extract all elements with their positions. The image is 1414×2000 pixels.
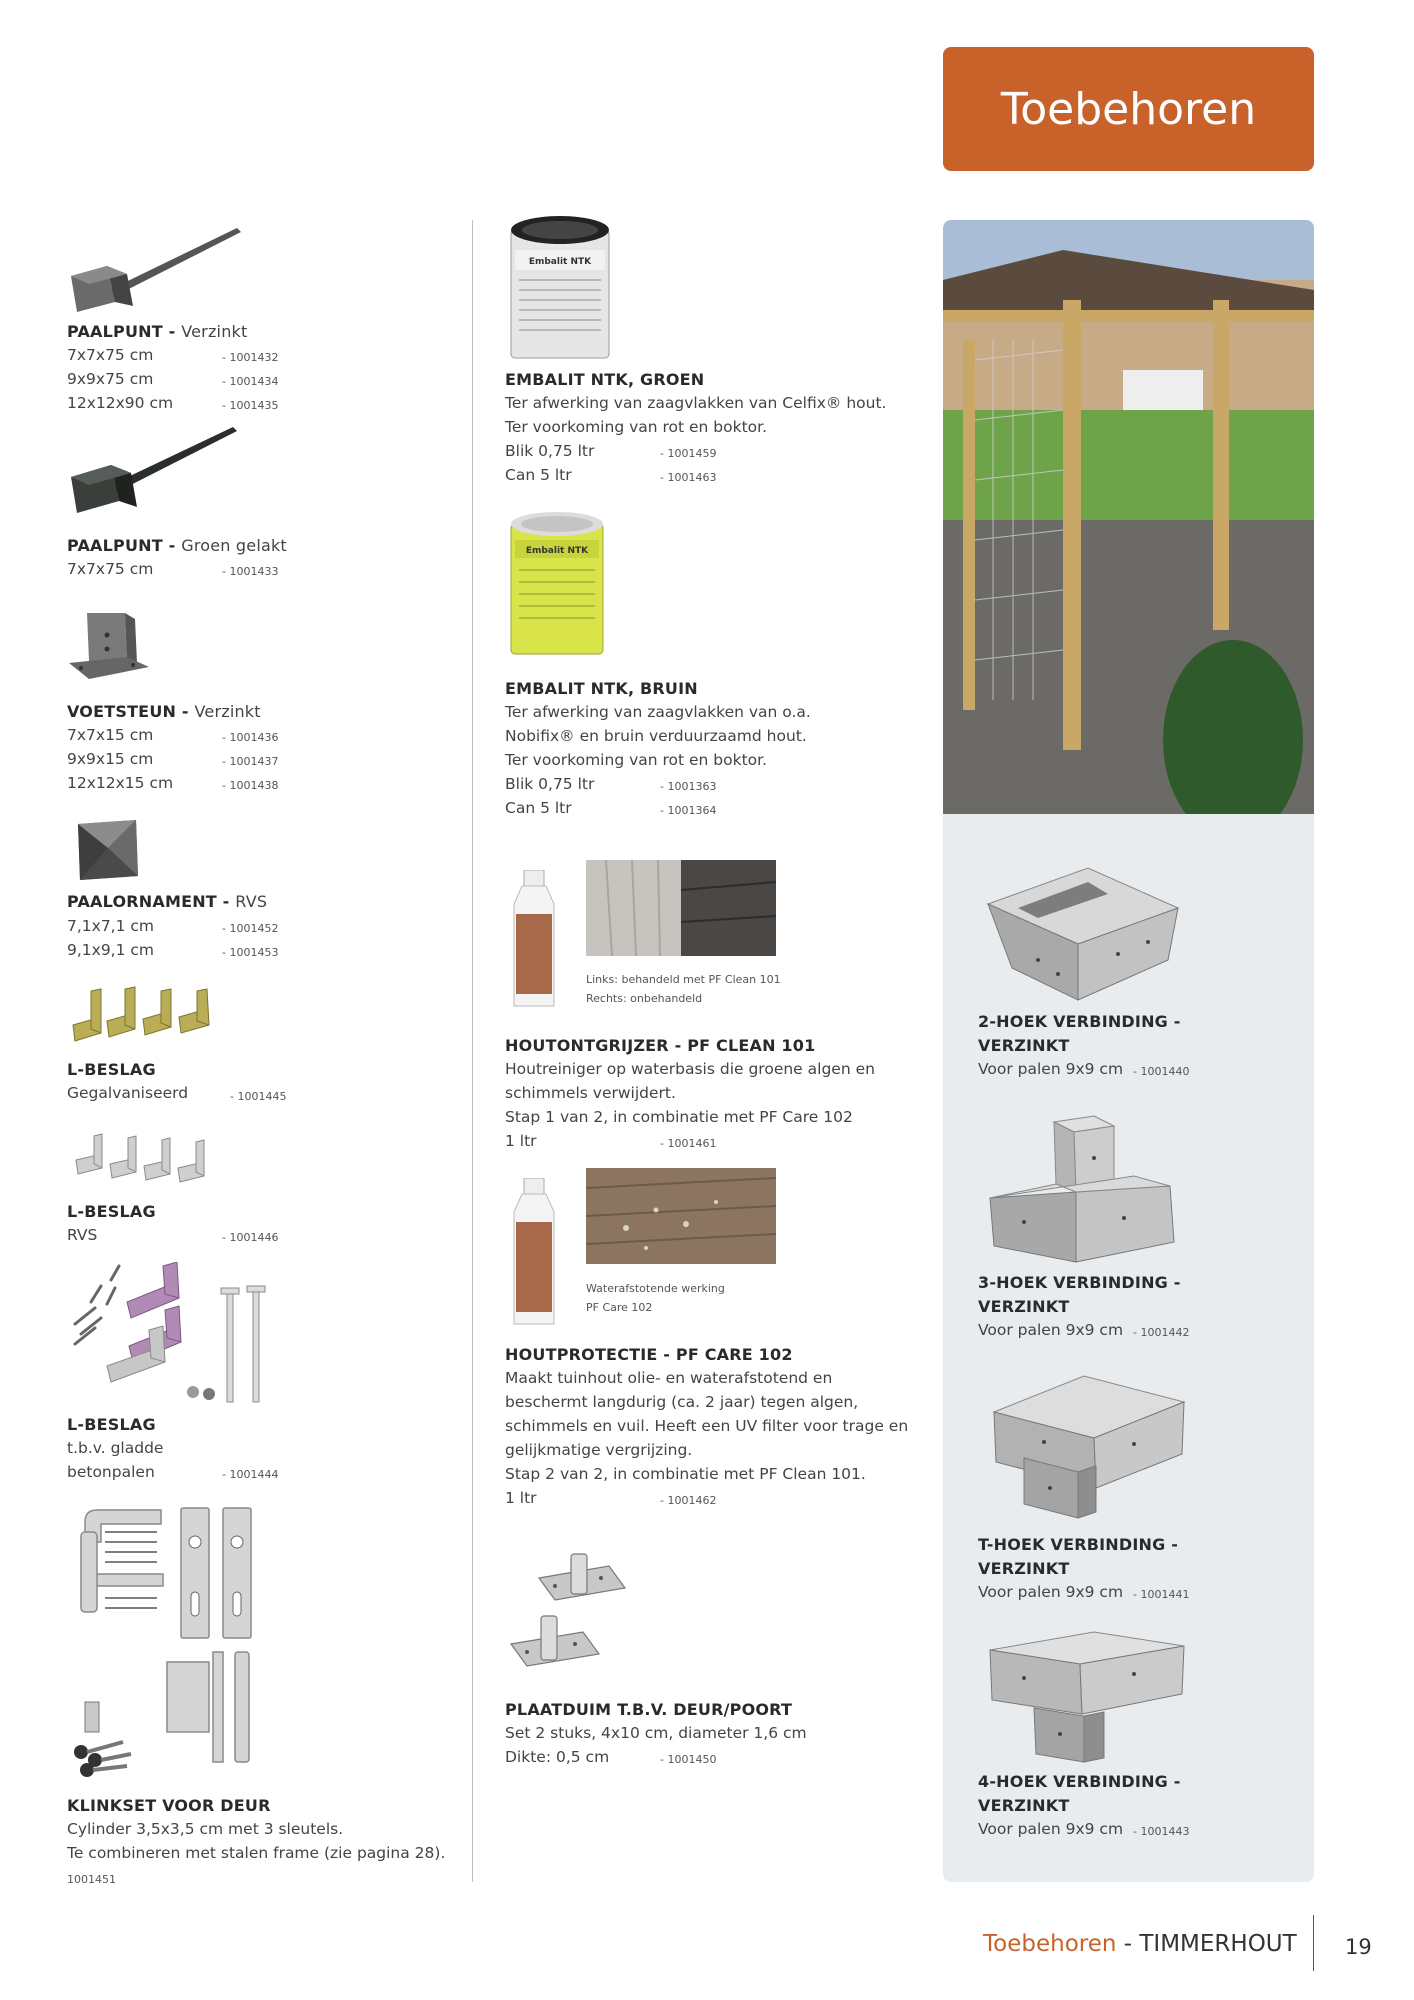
embalit-bruin-title: EMBALIT NTK, BRUIN <box>505 679 698 698</box>
lbeslag-rvs-desc: RVS <box>67 1226 98 1244</box>
embalit-bruin-desc: Ter afwerking van zaagvlakken van o.a. <box>505 703 811 721</box>
embalit-groen-code: - 1001459 <box>660 447 716 460</box>
voetsteun-size: 12x12x15 cm <box>67 774 174 792</box>
plaatduim-title: PLAATDUIM T.B.V. DEUR/POORT <box>505 1700 793 1719</box>
embalit-bruin-can-label: Embalit NTK <box>525 546 589 556</box>
lbeslag-gegalvaniseerd-title: L-BESLAG <box>67 1060 156 1079</box>
paalpunt-verzinkt-code: - 1001434 <box>222 375 278 388</box>
pf-care-desc: beschermt langdurig (ca. 2 jaar) tegen algen, <box>505 1393 859 1411</box>
pf-care-desc: gelijkmatige vergrijzing. <box>505 1441 693 1459</box>
section-header-tab: Toebehoren <box>943 47 1314 171</box>
4-hoek-title: VERZINKT <box>978 1796 1070 1815</box>
4-hoek-verbinding-image <box>984 1628 1190 1768</box>
lbeslag-betonpalen-title: L-BESLAG <box>67 1415 156 1434</box>
paalpunt-groen-code: - 1001433 <box>222 565 278 578</box>
embalit-bruin-desc: Ter voorkoming van rot en boktor. <box>505 751 768 769</box>
paalpunt-verzinkt-size: 7x7x75 cm <box>67 346 154 364</box>
voetsteun-image <box>67 605 152 690</box>
4-hoek-size: Voor palen 9x9 cm <box>978 1820 1124 1838</box>
t-hoek-title: T-HOEK VERBINDING - <box>978 1535 1179 1554</box>
plaatduim-image <box>505 1548 665 1698</box>
3-hoek-title: VERZINKT <box>978 1297 1070 1316</box>
embalit-groen-can-image <box>505 214 615 364</box>
pf-care-size: 1 ltr <box>505 1489 537 1507</box>
plaatduim-code: - 1001450 <box>660 1753 716 1766</box>
paalpunt-groen-image <box>67 423 242 523</box>
pf-clean-caption: Links: behandeld met PF Clean 101 <box>586 973 781 986</box>
klinkset-desc: Cylinder 3,5x3,5 cm met 3 sleutels. <box>67 1820 344 1838</box>
voetsteun-code: - 1001437 <box>222 755 278 768</box>
pf-care-desc: Maakt tuinhout olie- en waterafstotend en <box>505 1369 833 1387</box>
embalit-bruin-code: - 1001363 <box>660 780 716 793</box>
2-hoek-code: - 1001440 <box>1133 1065 1189 1078</box>
2-hoek-size: Voor palen 9x9 cm <box>978 1060 1124 1078</box>
lbeslag-rvs-code: - 1001446 <box>222 1231 278 1244</box>
lbeslag-rvs-image <box>72 1130 222 1188</box>
embalit-bruin-size: Blik 0,75 ltr <box>505 775 595 793</box>
pergola-photo <box>943 220 1314 814</box>
footer-section: Toebehoren <box>983 1931 1117 1957</box>
embalit-bruin-code: - 1001364 <box>660 804 716 817</box>
embalit-groen-size: Can 5 ltr <box>505 466 572 484</box>
lbeslag-betonpalen-image <box>67 1262 297 1410</box>
page-number: 19 <box>1345 1935 1372 1959</box>
pf-care-desc: schimmels en vuil. Heeft een UV filter voor trage en <box>505 1417 909 1435</box>
plaatduim-desc: Set 2 stuks, 4x10 cm, diameter 1,6 cm <box>505 1724 807 1742</box>
pf-clean-desc: Stap 1 van 2, in combinatie met PF Care 102 <box>505 1108 853 1126</box>
embalit-bruin-can-image <box>505 510 610 660</box>
4-hoek-code: - 1001443 <box>1133 1825 1189 1838</box>
embalit-bruin-size: Can 5 ltr <box>505 799 572 817</box>
3-hoek-verbinding-image <box>984 1112 1184 1268</box>
footer-separator: - <box>1116 1931 1140 1957</box>
3-hoek-code: - 1001442 <box>1133 1326 1189 1339</box>
pf-clean-code: - 1001461 <box>660 1137 716 1150</box>
paalpunt-verzinkt-title: PAALPUNT - Verzinkt <box>67 322 248 341</box>
2-hoek-verbinding-image <box>978 864 1188 1004</box>
4-hoek-title: 4-HOEK VERBINDING - <box>978 1772 1181 1791</box>
pf-care-code: - 1001462 <box>660 1494 716 1507</box>
lbeslag-rvs-title: L-BESLAG <box>67 1202 156 1221</box>
t-hoek-title: VERZINKT <box>978 1559 1070 1578</box>
paalornament-code: - 1001453 <box>222 946 278 959</box>
lbeslag-gegalvaniseerd-desc: Gegalvaniseerd <box>67 1084 189 1102</box>
voetsteun-size: 9x9x15 cm <box>67 750 154 768</box>
pf-clean-wood-photo <box>586 860 776 956</box>
footer-category: TIMMERHOUT <box>1139 1931 1297 1957</box>
embalit-groen-size: Blik 0,75 ltr <box>505 442 595 460</box>
plaatduim-size: Dikte: 0,5 cm <box>505 1748 610 1766</box>
paalpunt-groen-size: 7x7x75 cm <box>67 560 154 578</box>
embalit-groen-desc: Ter afwerking van zaagvlakken van Celfix® hout. <box>505 394 887 412</box>
lbeslag-gegalvaniseerd-image <box>67 985 222 1047</box>
paalornament-size: 7,1x7,1 cm <box>67 917 155 935</box>
lbeslag-betonpalen-desc: t.b.v. gladde <box>67 1439 164 1457</box>
pf-clean-size: 1 ltr <box>505 1132 537 1150</box>
pf-clean-bottle-image <box>508 870 560 1010</box>
voetsteun-code: - 1001438 <box>222 779 278 792</box>
embalit-groen-code: - 1001463 <box>660 471 716 484</box>
embalit-groen-desc: Ter voorkoming van rot en boktor. <box>505 418 768 436</box>
paalornament-size: 9,1x9,1 cm <box>67 941 155 959</box>
t-hoek-verbinding-image <box>984 1372 1190 1522</box>
paalpunt-verzinkt-code: - 1001435 <box>222 399 278 412</box>
pf-care-caption: Waterafstotende werking <box>586 1282 725 1295</box>
footer-breadcrumb <box>983 1931 1297 1957</box>
embalit-bruin-desc: Nobifix® en bruin verduurzaamd hout. <box>505 727 807 745</box>
2-hoek-title: 2-HOEK VERBINDING - <box>978 1012 1181 1031</box>
voetsteun-title: VOETSTEUN - Verzinkt <box>67 702 261 721</box>
pf-care-desc: Stap 2 van 2, in combinatie met PF Clean 101. <box>505 1465 866 1483</box>
klinkset-desc: Te combineren met stalen frame (zie pagina 28). <box>67 1844 446 1862</box>
pf-care-caption: PF Care 102 <box>586 1301 653 1314</box>
paalpunt-verzinkt-image <box>67 220 242 320</box>
pf-care-title: HOUTPROTECTIE - PF CARE 102 <box>505 1345 793 1364</box>
pf-care-wood-photo <box>586 1168 776 1264</box>
lbeslag-gegalvaniseerd-code: - 1001445 <box>230 1090 286 1103</box>
t-hoek-code: - 1001441 <box>1133 1588 1189 1601</box>
paalornament-title: PAALORNAMENT - RVS <box>67 892 268 911</box>
klinkset-image <box>67 1502 267 1782</box>
paalpunt-verzinkt-code: - 1001432 <box>222 351 278 364</box>
2-hoek-title: VERZINKT <box>978 1036 1070 1055</box>
paalpunt-groen-title: PAALPUNT - Groen gelakt <box>67 536 287 555</box>
3-hoek-size: Voor palen 9x9 cm <box>978 1321 1124 1339</box>
paalpunt-verzinkt-size: 12x12x90 cm <box>67 394 174 412</box>
voetsteun-size: 7x7x15 cm <box>67 726 154 744</box>
klinkset-title: KLINKSET VOOR DEUR <box>67 1796 271 1815</box>
lbeslag-betonpalen-desc: betonpalen <box>67 1463 155 1481</box>
t-hoek-size: Voor palen 9x9 cm <box>978 1583 1124 1601</box>
lbeslag-betonpalen-code: - 1001444 <box>222 1468 278 1481</box>
footer-divider <box>1313 1915 1314 1971</box>
paalornament-code: - 1001452 <box>222 922 278 935</box>
embalit-groen-title: EMBALIT NTK, GROEN <box>505 370 705 389</box>
pf-clean-desc: schimmels verwijdert. <box>505 1084 676 1102</box>
klinkset-code: 1001451 <box>67 1873 116 1886</box>
pf-care-bottle-image <box>508 1178 560 1328</box>
column-divider <box>472 220 473 1882</box>
pf-clean-caption: Rechts: onbehandeld <box>586 992 703 1005</box>
paalornament-image <box>72 816 142 884</box>
3-hoek-title: 3-HOEK VERBINDING - <box>978 1273 1181 1292</box>
pf-clean-title: HOUTONTGRIJZER - PF CLEAN 101 <box>505 1036 816 1055</box>
embalit-groen-can-label: Embalit NTK <box>528 257 592 267</box>
voetsteun-code: - 1001436 <box>222 731 278 744</box>
pf-clean-desc: Houtreiniger op waterbasis die groene algen en <box>505 1060 875 1078</box>
paalpunt-verzinkt-size: 9x9x75 cm <box>67 370 154 388</box>
